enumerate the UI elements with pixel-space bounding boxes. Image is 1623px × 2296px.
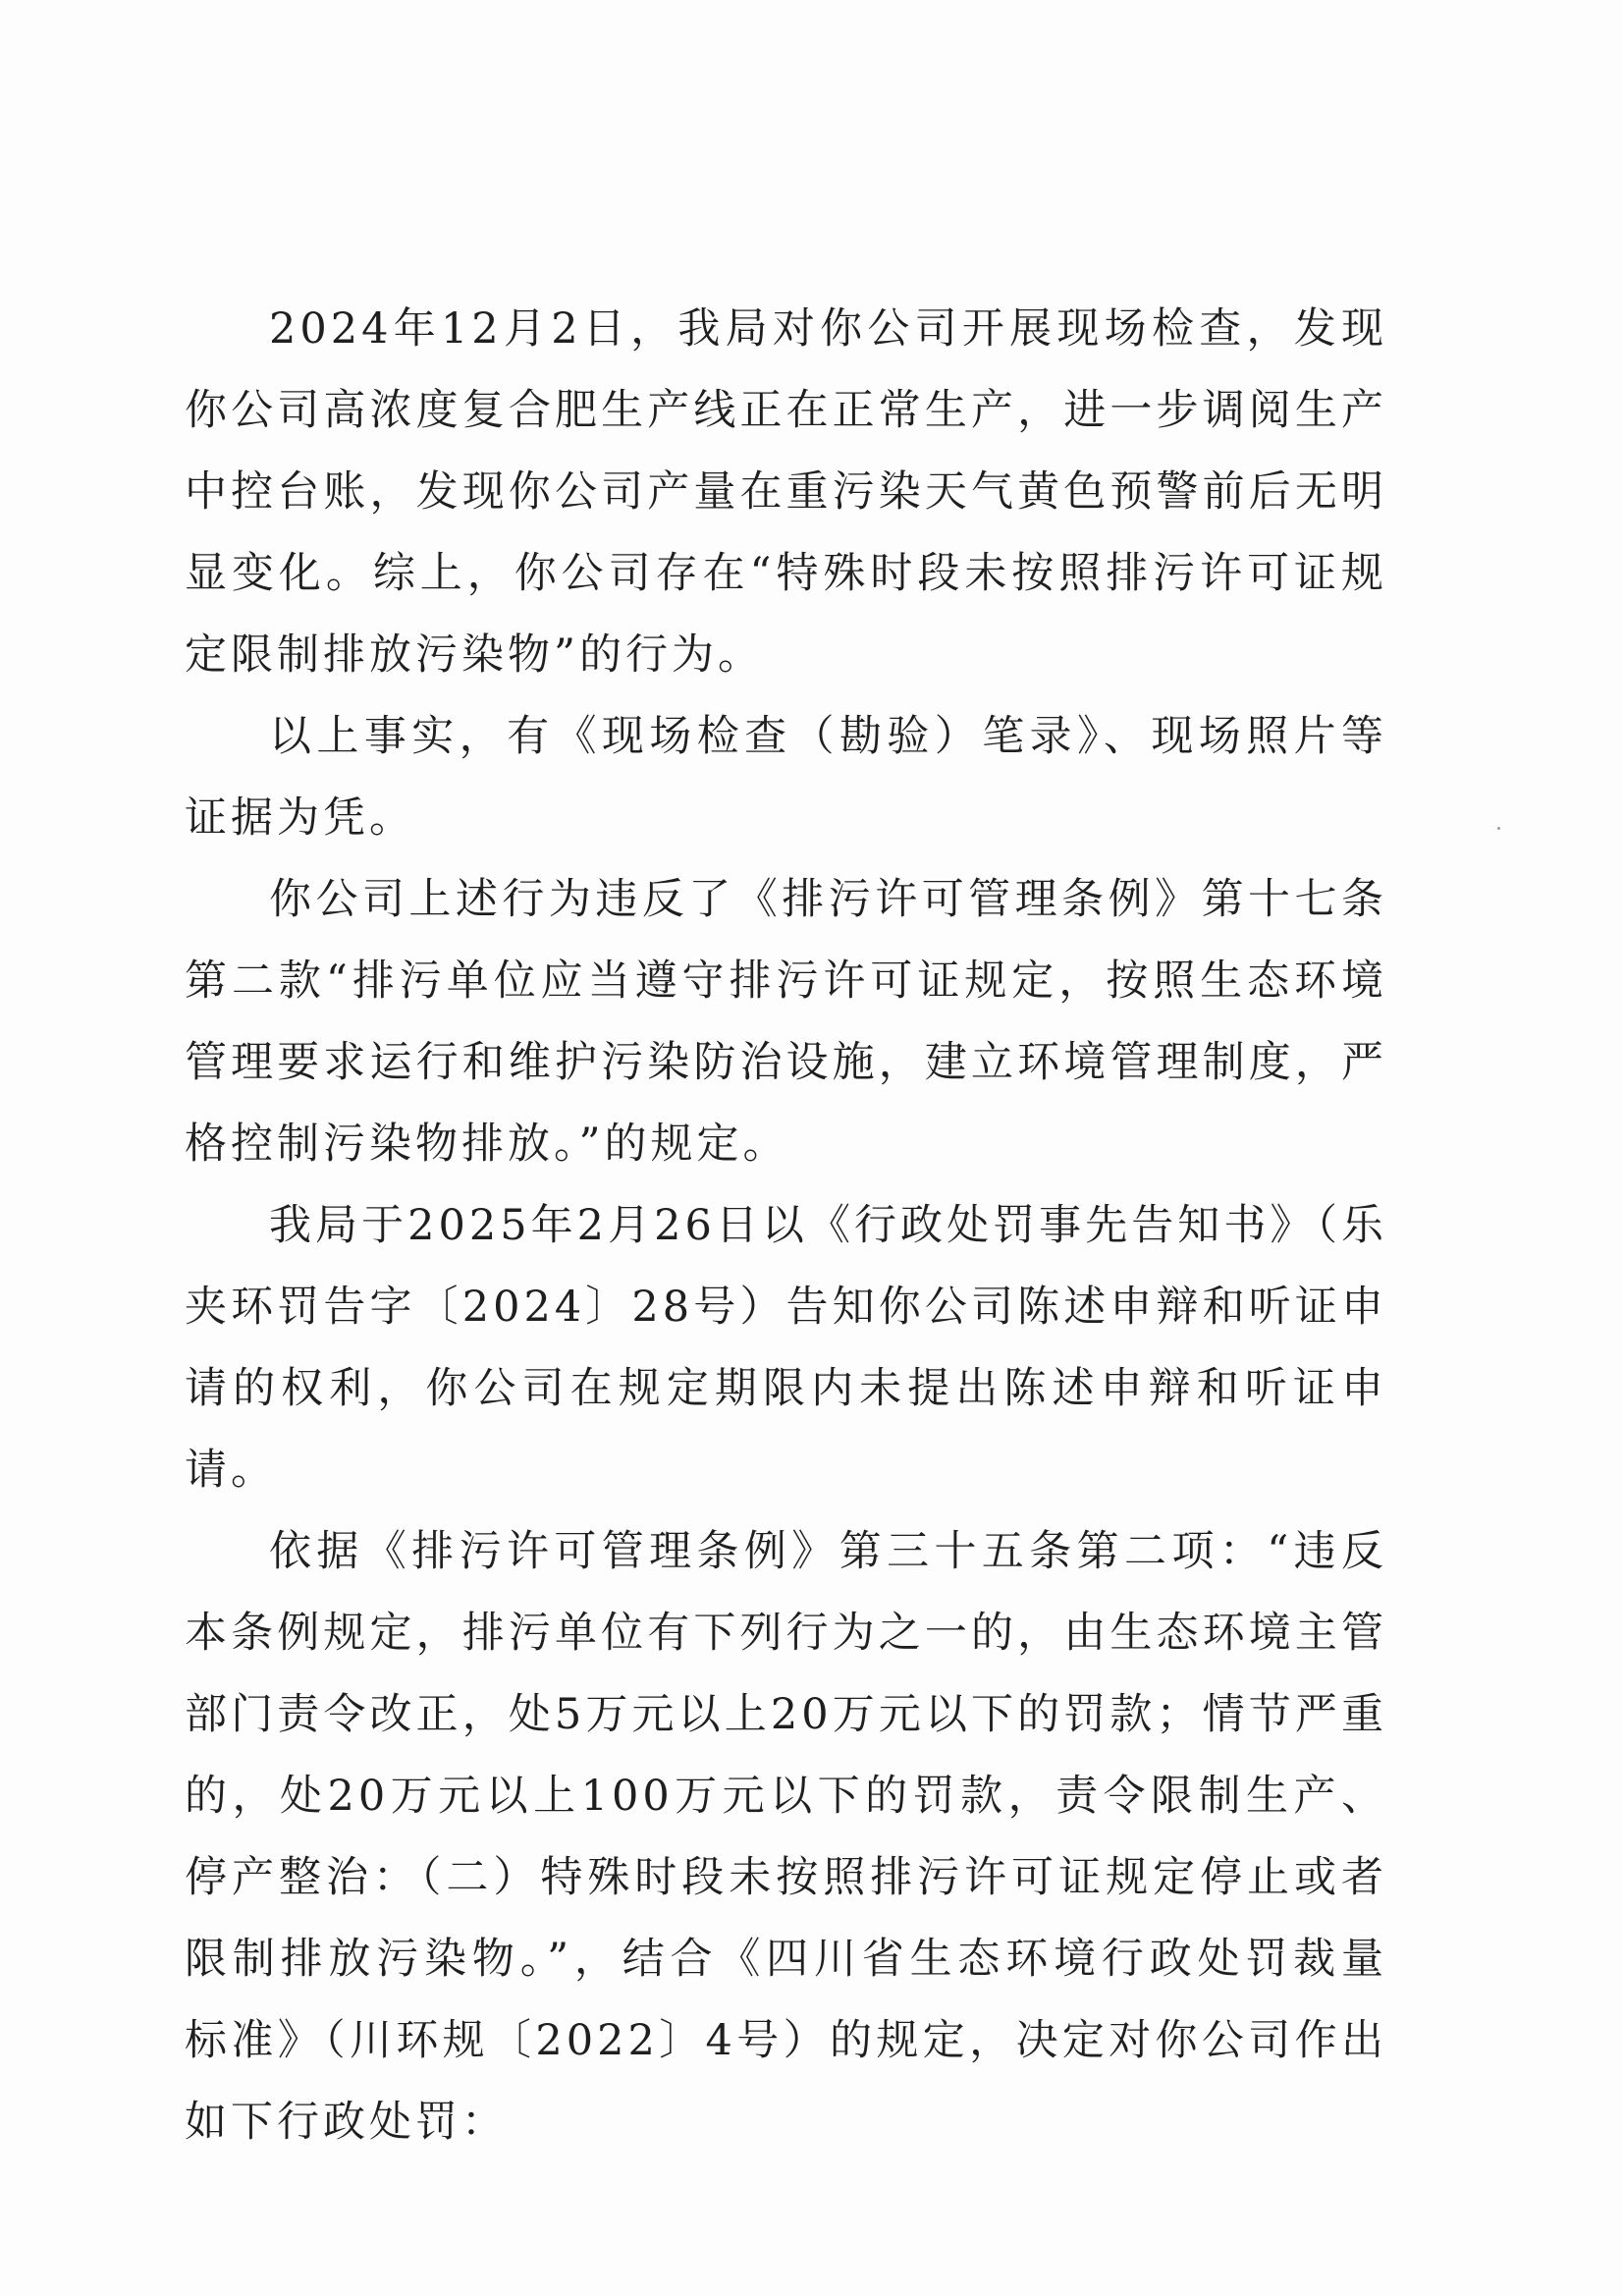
paragraph-legal-basis-decision: 依据《排污许可管理条例》第三十五条第二项：“违反本条例规定，排污单位有下列行为之一的，由生态环境主管部门责令改正，处5万元以上20万元以下的罚款；情节严重的，处20万元以上100万元以下的罚款，责令限制生产、停产整治：（二）特殊时段未按照排污许可证规定停止或者限制排放污染物。”，结合《四川省生态环境行政处罚裁量标准》（川环规〔2022〕4号）的规定，决定对你公司作出如下行政处罚： bbox=[185, 1527, 1387, 2147]
paragraph-prior-notice: 我局于2025年2月26日以《行政处罚事先告知书》（乐夹环罚告字〔2024〕28号）告知你公司陈述申辩和听证申请的权利，你公司在规定期限内未提出陈述申辩和听证申请。 bbox=[185, 1201, 1387, 1495]
paragraph-violation: 你公司上述行为违反了《排污许可管理条例》第十七条第二款“排污单位应当遵守排污许可证规定，按照生态环境管理要求运行和维护污染防治设施，建立环境管理制度，严格控制污染物排放。”的规定。 bbox=[185, 875, 1387, 1169]
paragraph-evidence: 以上事实，有《现场检查（勘验）笔录》、现场照片等证据为凭。 bbox=[185, 712, 1387, 843]
document-body bbox=[185, 289, 1387, 2163]
paragraph-inspection-findings: 2024年12月2日，我局对你公司开展现场检查，发现你公司高浓度复合肥生产线正在正常生产，进一步调阅生产中控台账，发现你公司产量在重污染天气黄色预警前后无明显变化。综上，你公司存在“特殊时段未按照排污许可证规定限制排放污染物”的行为。 bbox=[185, 304, 1387, 680]
scan-speck bbox=[1497, 827, 1500, 830]
